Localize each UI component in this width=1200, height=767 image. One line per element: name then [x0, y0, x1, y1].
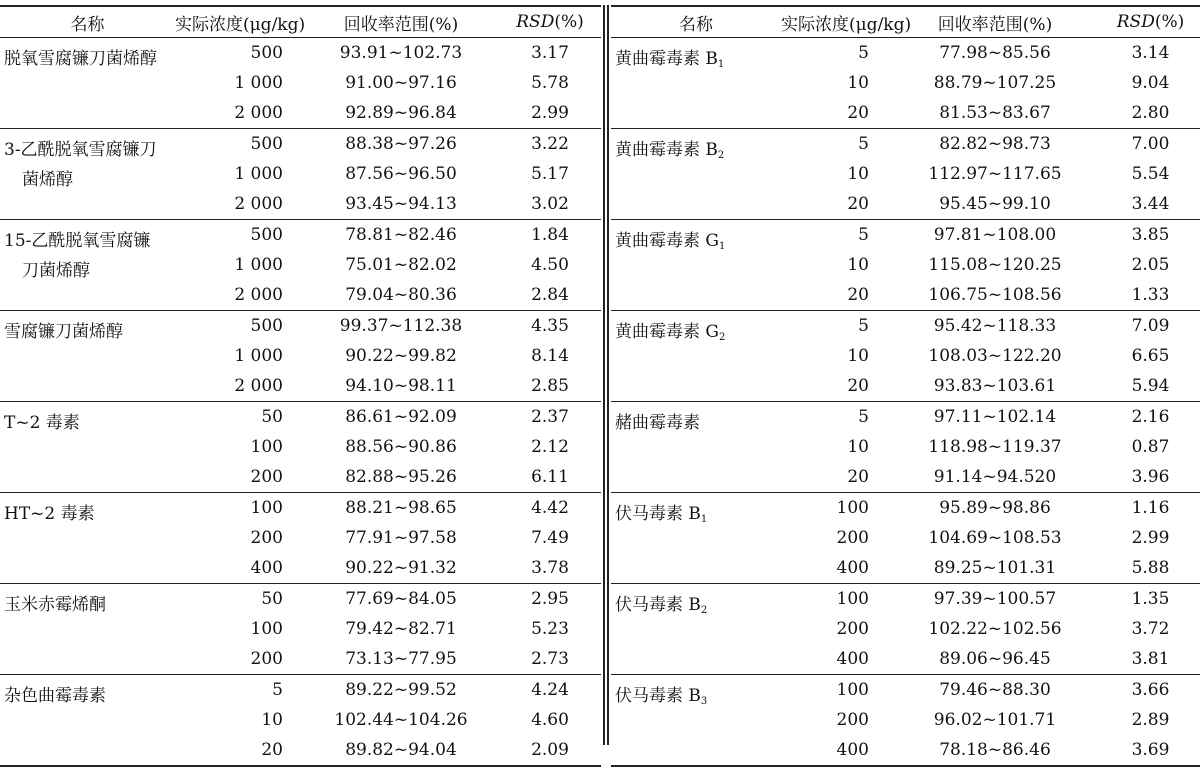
analyte-name	[611, 493, 781, 584]
concentration-cell: 1 000	[234, 255, 283, 275]
recovery-range-cell: 97.39~100.57	[889, 584, 1101, 615]
concentration-cell: 5	[175, 675, 303, 706]
concentration-cell: 200	[836, 528, 869, 548]
concentration-cell: 100	[250, 619, 283, 639]
left-table-body	[0, 38, 601, 767]
analyte-name	[0, 493, 175, 584]
concentration-cell: 20	[175, 735, 303, 766]
recovery-range-cell: 82.88~95.26	[345, 467, 457, 487]
table-row	[0, 675, 601, 706]
rsd-cell: 7.09	[1101, 311, 1200, 342]
table-row	[0, 402, 601, 433]
recovery-range-cell: 90.22~91.32	[345, 558, 457, 578]
analyte-name-text: 杂色曲霉毒素	[4, 686, 106, 706]
recovery-range-cell: 93.91~102.73	[339, 43, 463, 63]
table-row	[611, 129, 1200, 160]
recovery-range-cell: 90.22~99.82	[345, 346, 457, 366]
analyte-name-text: 15-乙酰脱氧雪腐镰	[4, 231, 151, 251]
recovery-range-cell: 78.18~86.46	[889, 735, 1101, 766]
analyte-name-text: 黄曲霉毒素 G	[615, 322, 719, 342]
analyte-name	[0, 584, 175, 675]
rsd-cell: 3.72	[1131, 619, 1170, 639]
recovery-range-cell: 112.97~117.65	[928, 164, 1062, 184]
analyte-name-line2: 刀菌烯醇	[22, 261, 90, 281]
recovery-range-cell: 87.56~96.50	[345, 164, 457, 184]
concentration-cell: 5	[781, 129, 889, 160]
concentration-cell: 5	[858, 43, 869, 63]
rsd-cell: 5.94	[1131, 376, 1170, 396]
concentration-cell: 200	[250, 649, 283, 669]
rsd-cell: 2.12	[531, 437, 569, 457]
header-rsd-unit: (%)	[1154, 12, 1185, 32]
rsd-cell: 3.81	[1131, 649, 1170, 669]
concentration-cell: 200	[836, 619, 869, 639]
concentration-cell: 50	[175, 402, 303, 433]
concentration-cell: 20	[847, 103, 869, 123]
analyte-name	[611, 402, 781, 493]
analyte-name-text: 赭曲霉毒素	[615, 413, 700, 433]
header-concentration: 实际浓度(μg/kg)	[175, 6, 303, 38]
recovery-range-cell: 88.79~107.25	[933, 73, 1057, 93]
concentration-cell: 20	[847, 285, 869, 305]
analyte-name	[611, 584, 781, 675]
concentration-cell: 2 000	[234, 194, 283, 214]
recovery-range-cell: 88.21~98.65	[303, 493, 499, 524]
recovery-range-cell: 97.81~108.00	[889, 220, 1101, 251]
table-row	[611, 402, 1200, 433]
recovery-range-cell: 95.45~99.10	[939, 194, 1051, 214]
rsd-cell: 7.49	[531, 528, 569, 548]
header-rsd-italic: RSD	[1116, 12, 1155, 32]
analyte-name-text: 伏马毒素 B	[615, 504, 701, 524]
rsd-cell: 5.88	[1131, 558, 1170, 578]
analyte-name-text: 3-乙酰脱氧雪腐镰刀	[4, 140, 157, 160]
rsd-cell: 2.37	[499, 402, 601, 433]
recovery-range-cell: 99.37~112.38	[303, 311, 499, 342]
recovery-range-cell: 95.42~118.33	[889, 311, 1101, 342]
recovery-range-cell: 91.00~97.16	[345, 73, 457, 93]
recovery-range-cell: 93.45~94.13	[345, 194, 457, 214]
recovery-range-cell: 79.04~80.36	[345, 285, 457, 305]
analyte-name	[611, 38, 781, 129]
rsd-cell: 4.42	[499, 493, 601, 524]
rsd-cell: 3.14	[1131, 43, 1170, 63]
recovery-range-cell: 94.10~98.11	[345, 376, 457, 396]
rsd-cell: 5.17	[531, 164, 569, 184]
concentration-cell: 200	[250, 528, 283, 548]
concentration-cell: 5	[781, 220, 889, 251]
concentration-cell: 1 000	[234, 346, 283, 366]
recovery-range-cell: 89.25~101.31	[933, 558, 1057, 578]
concentration-cell: 100	[175, 493, 303, 524]
recovery-range-cell: 93.83~103.61	[933, 376, 1057, 396]
right-table	[611, 5, 1200, 767]
table-row	[0, 38, 601, 69]
concentration-cell: 20	[847, 376, 869, 396]
table-row	[0, 129, 601, 160]
recovery-range-cell: 104.69~108.53	[928, 528, 1062, 548]
rsd-cell: 5.78	[531, 73, 569, 93]
rsd-cell: 4.50	[531, 255, 569, 275]
header-rsd-unit: (%)	[554, 12, 584, 32]
concentration-cell: 100	[781, 493, 889, 524]
concentration-cell: 2 000	[234, 103, 283, 123]
table-row	[611, 220, 1200, 251]
rsd-cell: 2.85	[531, 376, 569, 396]
recovery-range-cell: 102.44~104.26	[334, 710, 468, 730]
table-row	[611, 675, 1200, 706]
analyte-name-subscript: 1	[718, 241, 726, 252]
table-left-panel	[0, 5, 601, 767]
rsd-cell: 2.95	[499, 584, 601, 615]
analyte-name-text: 伏马毒素 B	[615, 686, 701, 706]
rsd-cell: 2.73	[531, 649, 569, 669]
header-recovery: 回收率范围(%)	[889, 6, 1101, 38]
rsd-cell: 9.04	[1131, 73, 1170, 93]
table-row	[611, 38, 1200, 69]
concentration-cell: 500	[250, 43, 283, 63]
rsd-cell: 1.16	[1101, 493, 1200, 524]
recovery-range-cell: 115.08~120.25	[928, 255, 1062, 275]
concentration-cell: 400	[836, 558, 869, 578]
header-name: 名称	[0, 6, 175, 38]
recovery-range-cell: 73.13~77.95	[345, 649, 457, 669]
analyte-name-text: 黄曲霉毒素 B	[615, 140, 718, 160]
recovery-range-cell: 77.91~97.58	[345, 528, 457, 548]
recovery-range-cell: 81.53~83.67	[939, 103, 1051, 123]
recovery-range-cell: 102.22~102.56	[928, 619, 1062, 639]
rsd-cell: 2.99	[1131, 528, 1170, 548]
concentration-cell: 20	[847, 194, 869, 214]
rsd-cell: 7.00	[1101, 129, 1200, 160]
analyte-name-subscript: 3	[700, 696, 708, 707]
concentration-cell: 1 000	[234, 73, 283, 93]
rsd-cell: 3.96	[1131, 467, 1170, 487]
left-table	[0, 5, 601, 767]
rsd-cell: 3.69	[1101, 735, 1200, 766]
rsd-cell: 3.44	[1131, 194, 1170, 214]
concentration-cell: 20	[847, 467, 869, 487]
rsd-cell: 2.84	[531, 285, 569, 305]
recovery-range-cell: 77.98~85.56	[939, 43, 1051, 63]
rsd-cell: 5.23	[531, 619, 569, 639]
analyte-name	[0, 129, 175, 220]
recovery-range-cell: 89.82~94.04	[303, 735, 499, 766]
rsd-cell: 3.17	[531, 43, 569, 63]
recovery-range-cell: 96.02~101.71	[933, 710, 1057, 730]
analyte-name-text: 脱氧雪腐镰刀菌烯醇	[4, 49, 157, 69]
concentration-cell: 1 000	[234, 164, 283, 184]
column-divider-1	[603, 5, 605, 745]
recovery-range-cell: 118.98~119.37	[928, 437, 1062, 457]
analyte-name	[611, 129, 781, 220]
rsd-cell: 6.65	[1131, 346, 1170, 366]
concentration-cell: 200	[836, 710, 869, 730]
header-concentration: 实际浓度(μg/kg)	[781, 6, 889, 38]
concentration-cell: 100	[781, 584, 889, 615]
rsd-cell: 1.84	[499, 220, 601, 251]
analyte-name-text: HT~2 毒素	[4, 504, 95, 524]
recovery-range-cell: 95.89~98.86	[889, 493, 1101, 524]
recovery-range-cell: 92.89~96.84	[345, 103, 457, 123]
analyte-name-line2: 菌烯醇	[22, 170, 73, 190]
header-recovery: 回收率范围(%)	[303, 6, 499, 38]
analyte-name-subscript: 2	[718, 332, 726, 343]
concentration-cell: 10	[847, 73, 869, 93]
concentration-cell: 5	[781, 311, 889, 342]
rsd-cell: 2.99	[531, 103, 569, 123]
rsd-cell: 4.35	[499, 311, 601, 342]
recovery-range-cell: 79.42~82.71	[345, 619, 457, 639]
recovery-range-cell: 88.56~90.86	[345, 437, 457, 457]
analyte-name	[611, 220, 781, 311]
recovery-range-cell: 97.11~102.14	[889, 402, 1101, 433]
analyte-name-text: 玉米赤霉烯酮	[4, 595, 106, 615]
header-row	[0, 6, 601, 38]
recovery-range-cell: 106.75~108.56	[928, 285, 1062, 305]
analyte-name	[0, 220, 175, 311]
concentration-cell: 100	[781, 675, 889, 706]
rsd-cell: 2.05	[1131, 255, 1170, 275]
analyte-name-text: 伏马毒素 B	[615, 595, 701, 615]
concentration-cell: 10	[847, 437, 869, 457]
rsd-cell: 4.60	[531, 710, 569, 730]
recovery-range-cell: 82.82~98.73	[889, 129, 1101, 160]
analyte-name-subscript: 1	[717, 59, 725, 70]
concentration-cell: 400	[836, 649, 869, 669]
table-row	[0, 311, 601, 342]
concentration-cell: 500	[175, 311, 303, 342]
concentration-cell: 10	[847, 255, 869, 275]
rsd-cell: 0.87	[1131, 437, 1170, 457]
table-row	[611, 311, 1200, 342]
analyte-name-subscript: 1	[700, 514, 708, 525]
table-row	[611, 584, 1200, 615]
analyte-name	[0, 402, 175, 493]
concentration-cell: 2 000	[234, 376, 283, 396]
column-divider-2	[607, 5, 609, 745]
recovery-range-cell: 108.03~122.20	[928, 346, 1062, 366]
analyte-name	[611, 675, 781, 767]
recovery-range-cell: 88.38~97.26	[303, 129, 499, 160]
analyte-name-text: 雪腐镰刀菌烯醇	[4, 322, 123, 342]
concentration-cell: 2 000	[234, 285, 283, 305]
rsd-cell: 6.11	[531, 467, 569, 487]
analyte-name	[611, 311, 781, 402]
header-name: 名称	[611, 6, 781, 38]
recovery-range-cell: 91.14~94.520	[933, 467, 1057, 487]
analyte-name-subscript: 2	[717, 150, 725, 161]
table-row	[611, 493, 1200, 524]
rsd-cell: 2.89	[1131, 710, 1170, 730]
concentration-cell: 50	[175, 584, 303, 615]
concentration-cell: 200	[250, 467, 283, 487]
rsd-cell: 4.24	[499, 675, 601, 706]
rsd-cell: 3.85	[1101, 220, 1200, 251]
concentration-cell: 500	[175, 129, 303, 160]
concentration-cell: 500	[175, 220, 303, 251]
concentration-cell: 100	[250, 437, 283, 457]
rsd-cell: 1.35	[1101, 584, 1200, 615]
header-rsd	[499, 6, 601, 38]
recovery-range-cell: 89.22~99.52	[303, 675, 499, 706]
analyte-name	[0, 675, 175, 767]
analyte-name-text: 黄曲霉毒素 G	[615, 231, 719, 251]
concentration-cell: 5	[781, 402, 889, 433]
rsd-cell: 3.66	[1101, 675, 1200, 706]
analyte-name-text: T~2 毒素	[4, 413, 80, 433]
concentration-cell: 400	[250, 558, 283, 578]
rsd-cell: 3.02	[531, 194, 569, 214]
header-row	[611, 6, 1200, 38]
recovery-range-cell: 86.61~92.09	[303, 402, 499, 433]
recovery-range-cell: 89.06~96.45	[939, 649, 1051, 669]
rsd-cell: 2.09	[499, 735, 601, 766]
table-row	[0, 493, 601, 524]
recovery-range-cell: 78.81~82.46	[303, 220, 499, 251]
concentration-cell: 10	[261, 710, 283, 730]
concentration-cell: 10	[847, 346, 869, 366]
table-right-panel	[611, 5, 1200, 767]
recovery-range-cell: 77.69~84.05	[303, 584, 499, 615]
recovery-range-cell: 75.01~82.02	[345, 255, 457, 275]
table-row	[0, 220, 601, 251]
concentration-cell: 400	[781, 735, 889, 766]
header-rsd	[1101, 6, 1200, 38]
rsd-cell: 1.33	[1131, 285, 1170, 305]
rsd-cell: 8.14	[531, 346, 569, 366]
analyte-name-text: 黄曲霉毒素 B	[615, 49, 718, 69]
rsd-cell: 2.16	[1101, 402, 1200, 433]
rsd-cell: 3.22	[499, 129, 601, 160]
analyte-name	[0, 38, 175, 129]
rsd-cell: 3.78	[531, 558, 569, 578]
rsd-cell: 2.80	[1131, 103, 1170, 123]
right-table-body	[611, 38, 1200, 767]
concentration-cell: 10	[847, 164, 869, 184]
recovery-range-cell: 79.46~88.30	[889, 675, 1101, 706]
header-rsd-italic: RSD	[516, 12, 555, 32]
analyte-name-subscript: 2	[700, 605, 708, 616]
rsd-cell: 5.54	[1131, 164, 1170, 184]
table-row	[0, 584, 601, 615]
analyte-name	[0, 311, 175, 402]
